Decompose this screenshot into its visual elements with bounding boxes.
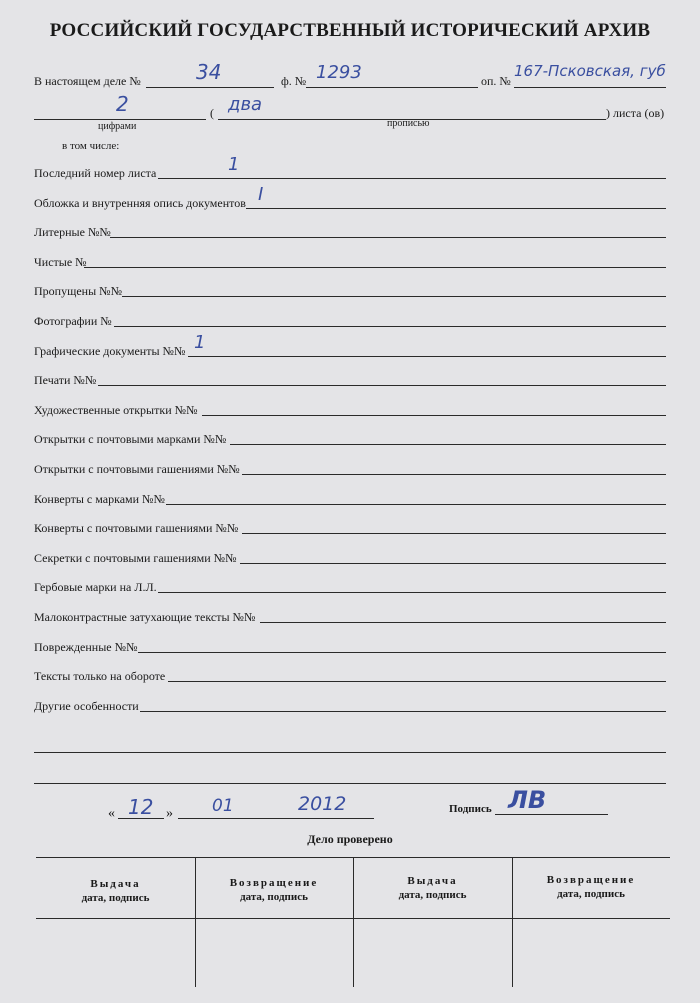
form-row-line [98, 385, 666, 386]
form-row-label: Пропущены №№ [34, 284, 123, 299]
form-row-label: Художественные открытки №№ [34, 402, 198, 417]
signature-label: Подпись [449, 803, 492, 815]
form-row [34, 223, 666, 241]
opis-number-label: оп. № [481, 74, 511, 88]
table-header-subtitle: дата, подпись [240, 891, 308, 903]
form-row [34, 697, 666, 715]
form-row-line [230, 444, 666, 445]
paren-open: ( [210, 106, 214, 120]
form-row-line [242, 533, 666, 534]
form-row-line [166, 504, 666, 505]
form-row-line [84, 267, 666, 268]
form-row [34, 549, 666, 567]
case-number-line [146, 87, 274, 88]
form-row-label: Фотографии № [34, 314, 112, 328]
form-row-label: Открытки с почтовыми марками №№ [34, 432, 227, 447]
date-day-value[interactable]: 12 [128, 795, 154, 819]
count-digits-value[interactable]: 2 [116, 92, 129, 116]
form-row [34, 430, 666, 448]
table-header-cell [36, 877, 195, 905]
blank-line [34, 783, 666, 784]
form-row [34, 282, 666, 300]
form-row [34, 401, 666, 419]
case-number-value[interactable]: 34 [196, 60, 222, 84]
signature-line [495, 814, 608, 815]
date-month-value[interactable]: 01 [212, 796, 234, 816]
date-open-quote: « [108, 806, 115, 821]
date-year-value[interactable]: 2012 [298, 793, 347, 815]
form-row-label: Малоконтрастные затухающие тексты №№ [34, 610, 256, 624]
form-row-line [202, 415, 666, 416]
form-row-value[interactable]: 1 [194, 331, 206, 353]
form-row-label: Секретки с почтовыми гашениями №№ [34, 550, 237, 565]
form-row [34, 154, 666, 182]
date-month-year-line [178, 818, 374, 819]
form-row-label: Конверты с почтовыми гашениями №№ [34, 521, 239, 536]
form-row-label: Последний номер листа [34, 166, 157, 180]
including-label: в том числе: [62, 140, 120, 152]
form-row-line [114, 326, 666, 327]
blank-line [34, 752, 666, 753]
form-row-label: Другие особенности [34, 698, 139, 713]
form-row-line [140, 711, 666, 712]
form-row [34, 371, 666, 389]
form-row-label: Конверты с марками №№ [34, 491, 165, 506]
form-row-line [260, 622, 666, 623]
signature-value[interactable]: ЛВ [508, 786, 547, 814]
case-number-label: В настоящем деле № [34, 74, 141, 88]
form-row [34, 460, 666, 478]
table-header-cell [195, 876, 353, 904]
form-row [34, 183, 666, 212]
date-close-quote: » [166, 806, 173, 821]
table-header-title: Выдача [407, 875, 458, 887]
form-row-label: Поврежденные №№ [34, 639, 138, 654]
form-row [34, 578, 666, 596]
form-row [34, 638, 666, 656]
archive-title: РОССИЙСКИЙ ГОСУДАРСТВЕННЫЙ ИСТОРИЧЕСКИЙ АРХИВ [49, 20, 651, 41]
form-row-label: Обложка и внутренняя опись документов [34, 195, 246, 210]
fond-number-value[interactable]: 1293 [316, 62, 362, 83]
form-row-label: Литерные №№ [34, 225, 111, 240]
form-row-label: Тексты только на обороте [34, 669, 166, 684]
table-header-title: Возвращение [229, 877, 319, 889]
opis-number-line [514, 87, 666, 88]
form-row [34, 331, 666, 360]
sheets-label: ) листа (ов) [606, 106, 665, 120]
form-row-label: Открытки с почтовыми гашениями №№ [34, 462, 240, 476]
form-row-line [110, 237, 666, 238]
table-header-subtitle: дата, подпись [398, 889, 467, 901]
table-header-cell [353, 874, 512, 902]
form-row-line [188, 356, 666, 357]
fond-number-label: ф. № [281, 74, 307, 88]
form-row-line [242, 474, 666, 475]
opis-number-value[interactable]: 167-Псковская, губ [514, 62, 666, 80]
table-header-cell [512, 873, 670, 901]
form-row-line [240, 563, 666, 564]
words-caption: прописью [387, 118, 430, 129]
form-row [34, 608, 666, 626]
count-digits-line [34, 119, 206, 120]
form-row-line [122, 296, 666, 297]
form-row-value[interactable]: 1 [228, 154, 240, 175]
count-words-value[interactable]: два [228, 94, 263, 115]
table-header-subtitle: дата, подпись [557, 888, 625, 900]
form-row [34, 519, 666, 537]
form-row-label: Печати №№ [34, 373, 97, 388]
fond-number-line [306, 87, 478, 88]
form-row-line [246, 208, 666, 209]
form-row [34, 312, 666, 330]
form-row [34, 253, 666, 271]
form-row-line [168, 681, 666, 682]
form-row-label: Чистые № [34, 254, 87, 269]
table-header-subtitle: дата, подпись [81, 892, 150, 904]
form-row-label: Гербовые марки на Л.Л. [34, 580, 157, 595]
case-checked-title: Дело проверено [307, 832, 393, 846]
form-row-line [158, 592, 666, 593]
form-row-line [138, 652, 666, 653]
table-header-title: Выдача [90, 878, 141, 890]
table-header-title: Возвращение [546, 874, 636, 886]
form-row [34, 667, 666, 685]
digits-caption: цифрами [98, 121, 137, 132]
form-row-value[interactable]: I [258, 183, 264, 205]
form-row [34, 490, 666, 508]
form-row-label: Графические документы №№ [34, 343, 186, 358]
form-row-line [158, 178, 666, 179]
